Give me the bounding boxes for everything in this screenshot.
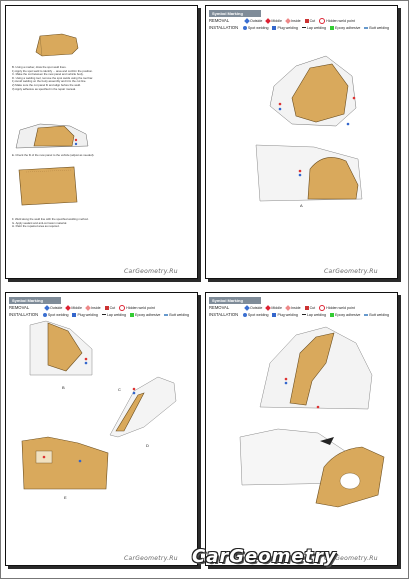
lap-welding-icon	[102, 314, 106, 315]
legend-item: Outside	[50, 305, 63, 310]
legend-item: Cut	[109, 305, 116, 310]
butt-welding-icon	[364, 27, 368, 29]
spot-welding-icon	[43, 313, 47, 317]
butt-welding-icon	[164, 314, 168, 316]
legend-item: Butt welding	[169, 312, 189, 317]
outside-icon	[44, 305, 50, 311]
spot-welding-icon	[243, 313, 247, 317]
watermark-small: CarGeometry.Ru	[124, 555, 178, 562]
symbol-legend	[209, 10, 393, 31]
legend-item: Middle	[71, 305, 82, 310]
spot-welding-icon	[243, 26, 247, 30]
legend-item: Cut	[309, 305, 316, 310]
manual-page-1	[5, 5, 198, 279]
watermark-large: CarGeometry	[192, 546, 337, 567]
legend-item: Middle	[271, 18, 282, 23]
outside-icon	[244, 18, 250, 24]
note-line: 1) Apply the spot weld to identify ... area and confirm the position.	[12, 68, 93, 73]
legend-item: Outside	[250, 18, 263, 23]
note-line: 3) Apply adhesive as specified in the repair manual.	[12, 86, 76, 91]
note-line: E. Check the fit of the new panel to the vehicle (adjust as needed).	[12, 153, 95, 157]
watermark-small: CarGeometry.Ru	[124, 268, 178, 275]
hidden-weld-icon	[119, 305, 125, 311]
legend-item: Butt welding	[369, 25, 389, 30]
legend-installation-label: INSTALLATION	[209, 312, 239, 317]
pillar-illustration	[26, 319, 96, 379]
watermark-small: CarGeometry.Ru	[324, 268, 378, 275]
legend-item: Hidden weld point	[326, 18, 355, 23]
figure-label: D	[146, 443, 149, 448]
legend-installation-row	[209, 24, 393, 31]
legend-removal-row	[9, 304, 193, 311]
legend-item: Plug welding	[77, 312, 98, 317]
legend-item: Epoxy adhesive	[335, 25, 361, 30]
legend-item: Lap welding	[306, 25, 327, 30]
legend-item: Epoxy adhesive	[335, 312, 361, 317]
legend-item: Lap welding	[306, 312, 327, 317]
legend-installation-row	[209, 311, 393, 318]
plug-welding-icon	[72, 313, 76, 317]
cut-icon	[305, 306, 309, 310]
inside-icon	[285, 18, 291, 24]
epoxy-adhesive-icon	[330, 313, 334, 317]
legend-installation-label: INSTALLATION	[209, 25, 239, 30]
legend-item: Lap welding	[106, 312, 127, 317]
inside-icon	[85, 305, 91, 311]
legend-item: Middle	[271, 305, 282, 310]
symbol-legend	[9, 297, 193, 318]
legend-item: Spot welding	[47, 312, 69, 317]
note-line: B. Using a marker, draw the spot weld lines.	[12, 65, 67, 69]
manual-page-3	[5, 292, 198, 566]
middle-icon	[266, 18, 272, 24]
legend-item: Spot welding	[247, 312, 269, 317]
hidden-weld-icon	[319, 305, 325, 311]
panel-illustration-top	[32, 30, 80, 58]
plug-welding-icon	[272, 26, 276, 30]
legend-installation-label: INSTALLATION	[9, 312, 39, 317]
note-line: G. Apply sealant and anti-corrosion material.	[12, 220, 68, 225]
watermark-small: CarGeometry.Ru	[324, 555, 378, 562]
cut-icon	[305, 19, 309, 23]
note-line: 2) Make sure the cut panel fit and align before the weld.	[12, 82, 81, 87]
figure-label: B	[62, 385, 65, 390]
legend-item: Hidden weld point	[326, 305, 355, 310]
legend-item: Butt welding	[369, 312, 389, 317]
note-line: H. Paint the repaired area as required.	[12, 224, 60, 229]
manual-page-2	[205, 5, 398, 279]
legend-item: Plug welding	[277, 25, 298, 30]
body-side-illustration	[256, 323, 376, 413]
plug-welding-icon	[272, 313, 276, 317]
note-line: D. Using a welding tool, remove the spot welds using the tool bar.	[12, 75, 93, 80]
legend-item: Inside	[290, 18, 301, 23]
inside-icon	[285, 305, 291, 311]
figure-label: C	[118, 387, 121, 392]
quarter-panel-illustration-upper	[256, 46, 366, 134]
inner-panel-illustration	[20, 433, 110, 491]
legend-item: Hidden weld point	[126, 305, 155, 310]
legend-removal-label: REMOVAL	[209, 305, 230, 310]
legend-item: Inside	[290, 305, 301, 310]
note-line: C. Make the cut between the new panel and vehicle body.	[12, 72, 84, 77]
legend-title: Symbol Marking	[9, 297, 61, 304]
butt-welding-icon	[364, 314, 368, 316]
legend-removal-label: REMOVAL	[209, 18, 230, 23]
lap-welding-icon	[302, 27, 306, 28]
symbol-legend	[209, 297, 393, 318]
middle-icon	[266, 305, 272, 311]
figure-label: E	[64, 495, 67, 500]
lap-welding-icon	[302, 314, 306, 315]
legend-removal-row	[209, 304, 393, 311]
rear-quarter-illustration	[238, 423, 386, 509]
legend-item: Cut	[309, 18, 316, 23]
panel-illustration-large	[16, 164, 80, 208]
cut-icon	[105, 306, 109, 310]
legend-title: Symbol Marking	[209, 10, 261, 17]
legend-item: Outside	[250, 305, 263, 310]
legend-removal-label: REMOVAL	[9, 305, 30, 310]
epoxy-adhesive-icon	[130, 313, 134, 317]
middle-icon	[66, 305, 72, 311]
vehicle-quarter-illustration	[14, 118, 90, 152]
manual-page-4	[205, 292, 398, 566]
epoxy-adhesive-icon	[330, 26, 334, 30]
reinforcement-illustration	[104, 371, 184, 441]
hidden-weld-icon	[319, 18, 325, 24]
legend-title: Symbol Marking	[209, 297, 261, 304]
note-line: F. Weld along the weld line with the specified welding method.	[12, 217, 89, 221]
legend-item: Epoxy adhesive	[135, 312, 161, 317]
quarter-panel-illustration-lower	[254, 141, 366, 203]
legend-item: Inside	[90, 305, 101, 310]
note-line: 1) Avoid welding on the body assembly and trim the cut line.	[12, 79, 87, 84]
figure-caption: A	[300, 203, 303, 208]
legend-removal-row	[209, 17, 393, 24]
legend-installation-row	[9, 311, 193, 318]
legend-item: Spot welding	[247, 25, 269, 30]
outside-icon	[244, 305, 250, 311]
legend-item: Plug welding	[277, 312, 298, 317]
